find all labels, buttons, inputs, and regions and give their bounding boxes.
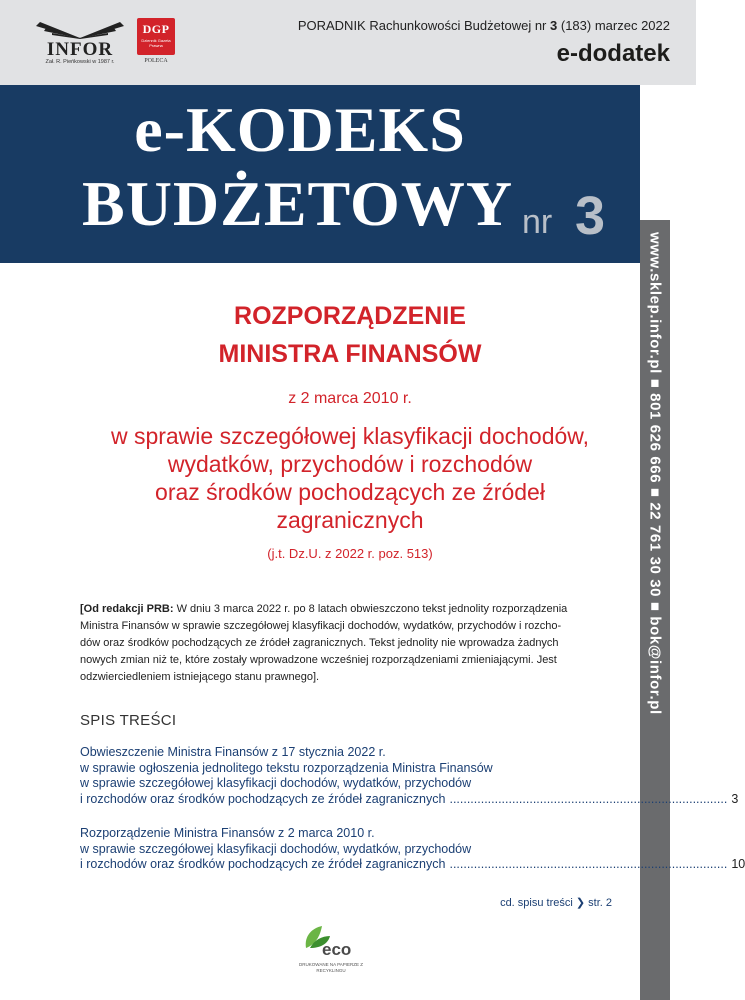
edition-label: e-dodatek bbox=[556, 40, 670, 67]
toc-continued-page: str. 2 bbox=[588, 897, 612, 909]
toc-entry-line: w sprawie szczegółowej klasyfikacji dochodów, wydatków, przychodów bbox=[80, 776, 472, 790]
title-line-2: BUDŻETOWY bbox=[82, 168, 514, 239]
dgp-logo-small-text: Dziennik Gazeta Prawna bbox=[141, 38, 171, 48]
toc-leader-dots: ................................................................................ bbox=[449, 857, 728, 871]
document-date: z 2 marca 2010 r. bbox=[288, 390, 412, 407]
eco-logo-word: eco bbox=[322, 940, 352, 959]
toc-continued-text: cd. spisu treści bbox=[500, 897, 573, 909]
toc-entry-line: i rozchodów oraz środków pochodzących ze źródeł zagranicznych bbox=[80, 791, 446, 806]
infor-logo-subtitle: Zał. R. Pieńkowski w 1987 r. bbox=[45, 59, 115, 65]
toc-entry[interactable] bbox=[80, 826, 745, 873]
eco-logo-caption: DRUKOWANE NA PAPIERZE Z RECYKLINGU bbox=[298, 962, 363, 973]
headline-line-2: MINISTRA FINANSÓW bbox=[218, 340, 482, 368]
toc-entry-line: Rozporządzenie Ministra Finansów z 2 marca 2010 r. bbox=[80, 826, 375, 840]
note-lead: [Od redakcji PRB: bbox=[80, 603, 174, 615]
toc-page-number: 3 bbox=[731, 791, 739, 806]
chevron-right-icon: ❯ bbox=[575, 897, 586, 909]
note-line-text: W dniu 3 marca 2022 r. po 8 latach obwieszczono tekst jednolity rozporządzenia bbox=[173, 603, 568, 615]
note-line: Ministra Finansów w sprawie szczegółowej klasyfikacji dochodów, wydatków, przychodów i rozcho- bbox=[80, 620, 562, 632]
toc-entry-line: w sprawie ogłoszenia jednolitego tekstu rozporządzenia Ministra Finansów bbox=[80, 760, 493, 775]
infor-wings-icon bbox=[32, 18, 128, 40]
toc-heading: SPIS TREŚCI bbox=[80, 712, 177, 729]
issue-nr-label: nr bbox=[522, 203, 553, 241]
toc-entry-last-line bbox=[80, 791, 739, 808]
toc-entry-last-line bbox=[80, 857, 745, 873]
title-band bbox=[0, 85, 640, 263]
infor-logo-word: INFOR bbox=[46, 39, 114, 60]
title-line-1: e-KODEKS bbox=[134, 94, 466, 165]
issue-line bbox=[298, 18, 670, 33]
subject-line: oraz środków pochodzących ze źródeł bbox=[155, 479, 545, 505]
document-reference: (j.t. Dz.U. z 2022 r. poz. 513) bbox=[267, 546, 433, 561]
toc-entry-line: w sprawie szczegółowej klasyfikacji dochodów, wydatków, przychodów bbox=[80, 841, 472, 856]
toc-continued-note bbox=[500, 896, 612, 909]
infor-logo bbox=[32, 18, 128, 68]
toc-entry[interactable] bbox=[80, 745, 739, 807]
top-header-strip bbox=[0, 0, 696, 85]
subject-line: wydatków, przychodów i rozchodów bbox=[167, 451, 533, 477]
toc-entry-line: i rozchodów oraz środków pochodzących ze źródeł zagranicznych bbox=[80, 857, 446, 871]
document-subject bbox=[70, 422, 630, 534]
headline-line-1: ROZPORZĄDZENIE bbox=[234, 302, 466, 330]
eco-logo bbox=[296, 922, 366, 982]
note-line: nowych zmian niż te, które zostały wprowadzone wcześniej rozporządzeniami zmieniającymi. Jest bbox=[80, 654, 557, 666]
toc-page-number: 10 bbox=[731, 857, 745, 871]
side-contact-text: www.sklep.infor.pl ■ 801 626 666 ■ 22 761 30 30 ■ bok@infor.pl bbox=[646, 232, 664, 715]
note-line bbox=[80, 601, 614, 618]
issue-nr-value: 3 bbox=[575, 186, 606, 246]
subject-line: w sprawie szczegółowej klasyfikacji dochodów, bbox=[110, 423, 590, 449]
note-line: dów oraz środków pochodzących ze źródeł zagranicznych. Tekst jednolity nie wprowadza żadnych bbox=[80, 637, 559, 649]
toc-entry-line: Obwieszczenie Ministra Finansów z 17 stycznia 2022 r. bbox=[80, 745, 386, 759]
subject-line: zagranicznych bbox=[276, 507, 424, 533]
dgp-logo-word: DGP bbox=[142, 22, 170, 36]
issue-suffix: (183) marzec 2022 bbox=[560, 18, 670, 33]
note-line: odzwierciedleniem istniejącego stanu prawnego]. bbox=[80, 671, 320, 683]
issue-prefix: PORADNIK Rachunkowości Budżetowej nr bbox=[297, 18, 547, 33]
dgp-logo bbox=[137, 18, 175, 68]
dgp-logo-subtitle: POLECA bbox=[144, 58, 168, 64]
issue-number: 3 bbox=[550, 18, 558, 33]
editorial-note bbox=[80, 601, 614, 686]
toc-leader-dots: ................................................................................ bbox=[449, 791, 728, 806]
